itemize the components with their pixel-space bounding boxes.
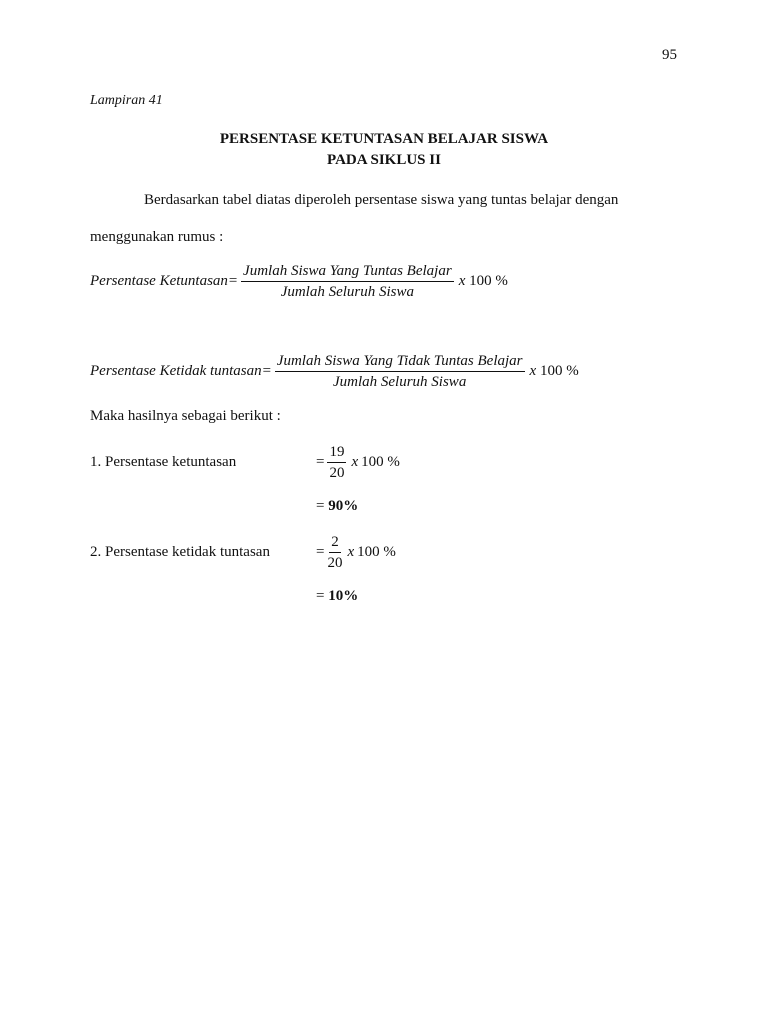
- calc-times: x: [351, 454, 359, 470]
- formula-equals: =: [227, 273, 239, 289]
- formula-multiplier: [459, 273, 508, 290]
- calc-denominator: 20: [327, 555, 343, 571]
- formula-multiplier: [530, 363, 579, 380]
- document-title-line-1: PERSENTASE KETUNTASAN BELAJAR SISWA: [219, 131, 549, 147]
- formula-ketidak-tuntasan: [90, 352, 579, 391]
- page-number: 95: [662, 47, 677, 63]
- calc-times: x: [347, 544, 355, 560]
- result-ketidak-tuntasan: [316, 588, 358, 605]
- item-label-ketidak-tuntasan: 2. Persentase ketidak tuntasan: [90, 544, 270, 560]
- formula-fraction: [241, 262, 454, 301]
- calc-numerator: 2: [329, 533, 341, 553]
- calc-fraction: [327, 533, 342, 572]
- calculation-ketidak-tuntasan: [316, 533, 396, 572]
- calc-equals: =: [316, 454, 325, 470]
- formula-lhs: Persentase Ketidak tuntasan: [90, 363, 262, 379]
- calculation-ketuntasan: [316, 443, 400, 482]
- formula-multiplier-value: 100 %: [469, 273, 508, 289]
- formula-ketuntasan: [90, 262, 508, 301]
- calc-numerator: 19: [327, 443, 346, 463]
- formula-times: x: [458, 273, 466, 289]
- paragraph-line-2: menggunakan rumus :: [90, 229, 224, 245]
- formula-numerator: Jumlah Siswa Yang Tidak Tuntas Belajar: [275, 352, 525, 372]
- document-title-line-2: PADA SIKLUS II: [327, 152, 441, 168]
- item-label-ketuntasan: 1. Persentase ketuntasan: [90, 454, 237, 470]
- result-equals: =: [316, 588, 325, 604]
- formula-multiplier-value: 100 %: [539, 363, 579, 379]
- formula-denominator: Jumlah Seluruh Siswa: [332, 374, 467, 390]
- formula-numerator: Jumlah Siswa Yang Tuntas Belajar: [241, 262, 454, 282]
- formula-fraction: [275, 352, 525, 391]
- calc-denominator: 20: [329, 465, 345, 481]
- result-value: 90%: [328, 498, 359, 514]
- formula-equals: =: [261, 363, 272, 379]
- formula-denominator: Jumlah Seluruh Siswa: [280, 284, 415, 300]
- appendix-label: Lampiran 41: [90, 93, 163, 108]
- result-ketuntasan: [316, 498, 358, 515]
- calc-equals: =: [316, 544, 325, 560]
- result-intro: Maka hasilnya sebagai berikut :: [90, 408, 281, 424]
- paragraph-line-1: Berdasarkan tabel diatas diperoleh persentase siswa yang tuntas belajar dengan: [144, 192, 619, 208]
- formula-times: x: [529, 363, 537, 379]
- calc-multiplier: 100 %: [361, 454, 400, 470]
- calc-fraction: [327, 443, 346, 482]
- formula-lhs: Persentase Ketuntasan: [90, 273, 228, 289]
- result-value: 10%: [328, 588, 359, 604]
- result-equals: =: [316, 498, 325, 514]
- calc-multiplier: 100 %: [357, 544, 396, 560]
